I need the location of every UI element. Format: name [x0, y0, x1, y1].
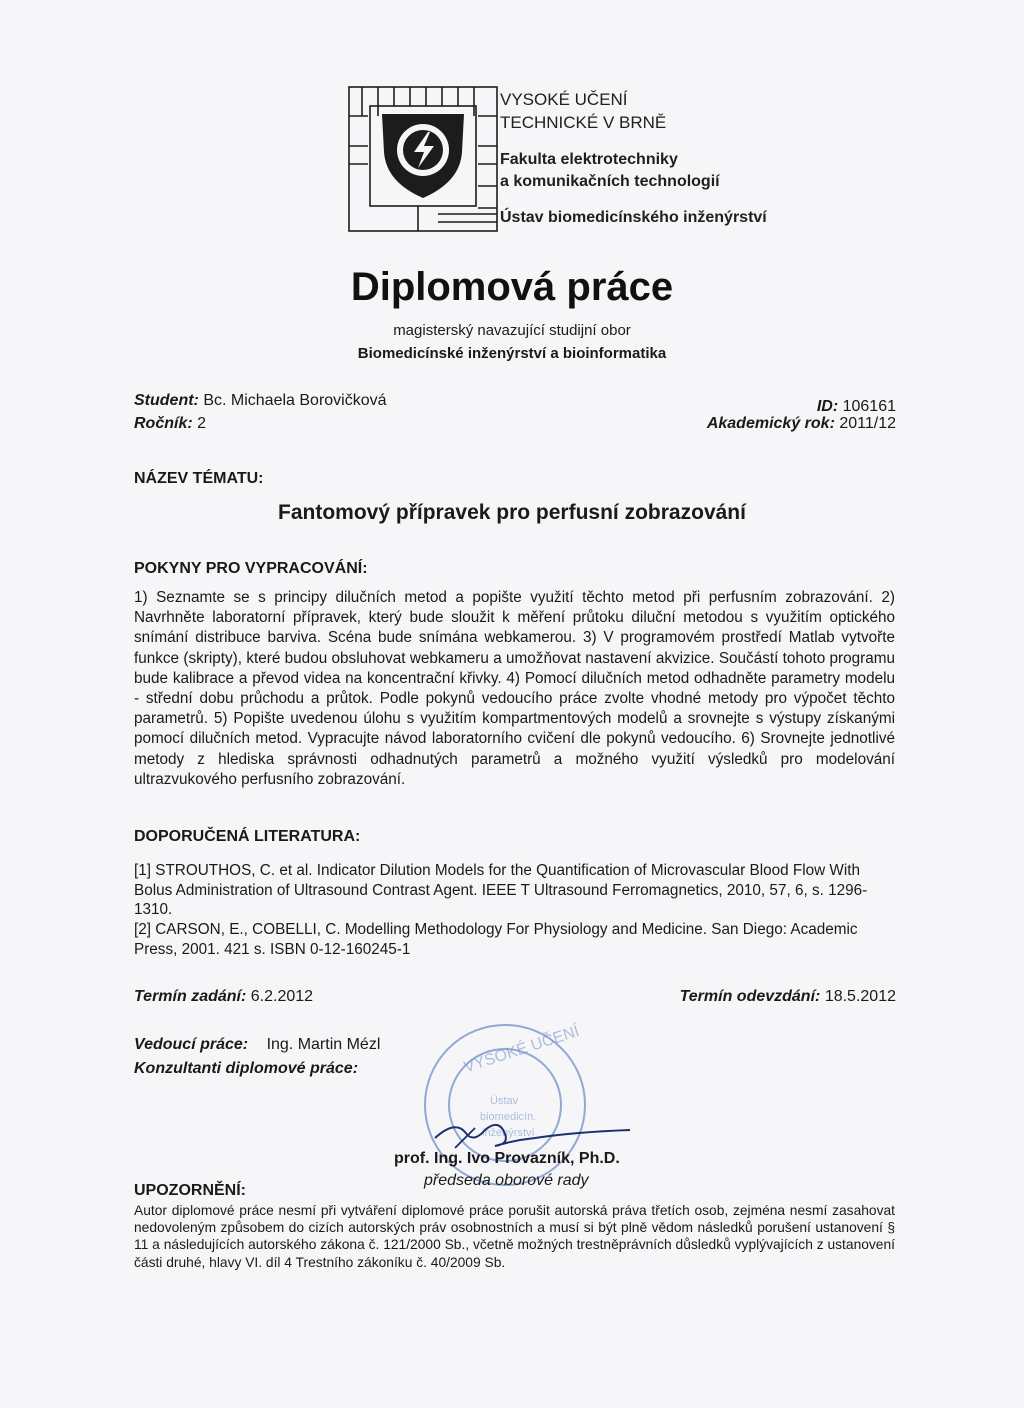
id-field: [817, 398, 896, 416]
literature-item: [1] STROUTHOS, C. et al. Indicator Dilution Models for the Quantification of Microvascular Blood Flow With Bolus Administration of Ultrasound Contrast Agent. IEEE T Ultrasound Ferromagnetics, 2010, 57, 6, s. 1296-1310.: [134, 862, 868, 918]
notice-heading: UPOZORNĚNÍ:: [134, 1182, 246, 1199]
literature-item: [2] CARSON, E., COBELLI, C. Modelling Methodology For Physiology and Medicine. San Diego: Academic Press, 2001. 421 s. ISBN 0-12-160245-1: [134, 921, 858, 958]
assignment-date-value: 6.2.2012: [250, 988, 314, 1005]
thesis-topic: Fantomový přípravek pro perfusní zobrazování: [278, 501, 746, 524]
signatory-role: předseda oborové rady: [424, 1172, 589, 1189]
svg-text:VYSOKÉ UČENÍ: VYSOKÉ UČENÍ: [462, 1022, 582, 1077]
academic-year-label: Akademický rok:: [706, 415, 835, 432]
academic-year-field: [707, 415, 896, 433]
document-title: Diplomová práce: [350, 265, 674, 309]
submission-date-label: Termín odevzdání:: [679, 988, 821, 1005]
university-logo-icon: [348, 86, 498, 232]
assignment-date-field: [134, 988, 313, 1006]
topic-heading: NÁZEV TÉMATU:: [134, 470, 264, 487]
faculty-name-line-2: a komunikačních technologií: [500, 173, 720, 190]
supervisor-field: [134, 1036, 380, 1054]
consultants-label: Konzultanti diplomové práce:: [134, 1060, 359, 1077]
svg-text:biomedicín.: biomedicín.: [480, 1111, 537, 1123]
student-field: [134, 392, 387, 410]
faculty-name-line-1: Fakulta elektrotechniky: [500, 151, 678, 168]
supervisor-label: Vedoucí práce:: [134, 1036, 249, 1053]
program-type: magisterský navazující studijní obor: [393, 322, 631, 339]
svg-text:inženýrství: inženýrství: [482, 1127, 535, 1139]
assignment-date-label: Termín zadání:: [134, 988, 247, 1005]
consultants-field: [134, 1060, 358, 1078]
academic-year-value: 2011/12: [839, 415, 896, 432]
id-label: ID:: [816, 398, 839, 415]
institution-name-line-2: TECHNICKÉ V BRNĚ: [500, 113, 667, 132]
submission-date-value: 18.5.2012: [824, 988, 896, 1005]
instructions-heading: POKYNY PRO VYPRACOVÁNÍ:: [134, 560, 368, 577]
student-label: Student:: [134, 392, 199, 409]
notice-text: Autor diplomové práce nesmí při vytváření diplomové práce porušit autorská práva třetích osob, zejména nesmí zasahovat nedovoleným způsobem do cizích autorských práv osobnostních a musí si být plně vědom následků porušení ustanovení § 11 a následujících autorského zákona č. 121/2000 Sb., včetně možných trestněprávních důsledků vyplývajících z ustanovení části druhé, hlavy VI. díl 4 Trestního zákoníku č. 40/2009 Sb.: [134, 1203, 895, 1270]
institution-name-line-1: VYSOKÉ UČENÍ: [500, 90, 628, 109]
literature-heading: DOPORUČENÁ LITERATURA:: [134, 828, 361, 845]
program-name: Biomedicínské inženýrství a bioinformatika: [357, 345, 667, 362]
supervisor-value: Ing. Martin Mézl: [266, 1036, 381, 1053]
year-value: 2: [197, 415, 207, 432]
year-label: Ročník:: [134, 415, 193, 432]
student-value: Bc. Michaela Borovičková: [203, 392, 387, 409]
instructions-text: 1) Seznamte se s principy dilučních metod a popište využití těchto metod při perfusním zobrazování. 2) Navrhněte laboratorní přípravek, který bude sloužit k měření průtoku diluční metodou s využitím optického snímání distribuce barviva. Scéna bude snímána webkamerou. 3) V programovém prostředí Matlab vytvořte funkce (skripty), které budou obsluhovat webkameru a umožňovat nastavení akvizice. Součástí tohoto programu bude kalibrace a převod videa na koncentrační křivky. 4) Pomocí dilučních metod odhadněte parametry modelu - střední dobu průchodu a průtok. Podle pokynů vedoucího práce zvolte vhodné metody pro výpočet těchto parametrů. 5) Popište uvedenou úlohu s využitím kompartmentových modelů a srovnejte s výstupy získanými pomocí dilučních metod. Vypracujte návod laboratorního cvičení dle pokynů vedoucího. 6) Srovnejte jednotlivé metody z hlediska správnosti odhadnutých parametrů a možného využití výsledků pro modelování ultrazvukového perfusního zobrazování.: [134, 589, 895, 788]
id-value: 106161: [842, 398, 896, 415]
department-name: Ústav biomedicínského inženýrství: [500, 209, 767, 226]
signatory-name: prof. Ing. Ivo Provazník, Ph.D.: [394, 1150, 620, 1167]
submission-date-field: [680, 988, 896, 1006]
year-field: [134, 415, 206, 433]
svg-text:Ústav: Ústav: [490, 1095, 519, 1107]
